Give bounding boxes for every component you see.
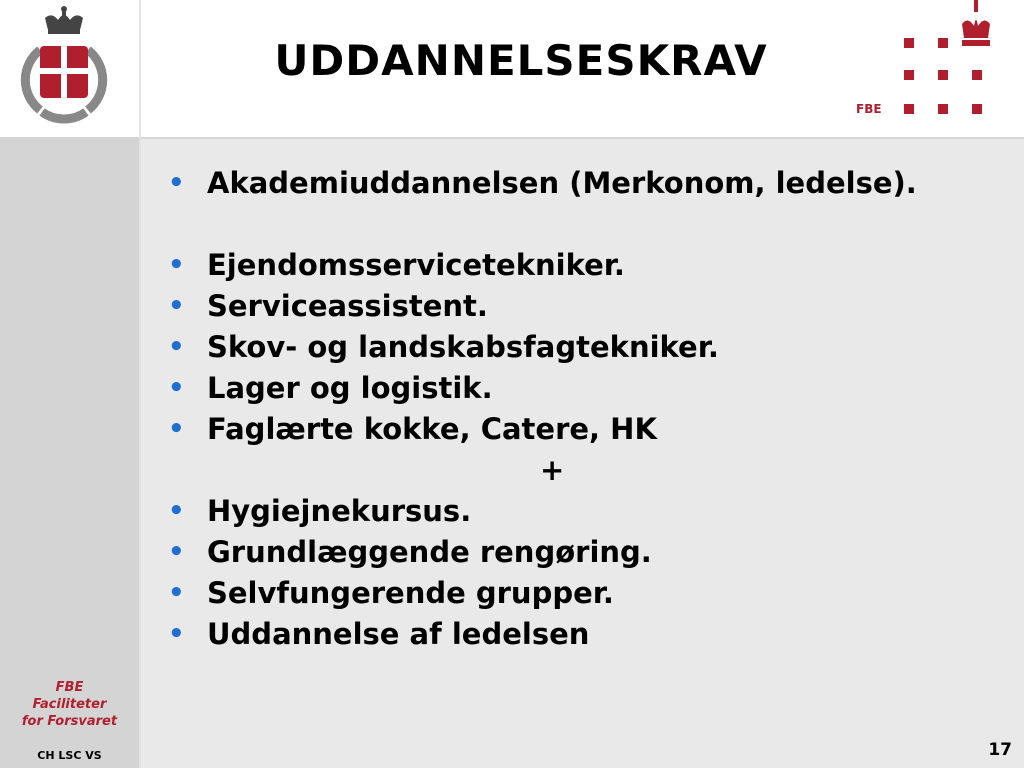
bullet-dot-icon: • [168,619,185,649]
list-item: • Selvfungerende grupper. [168,576,614,610]
list-item: • Uddannelse af ledelsen [168,617,590,651]
bullet-dot-icon: • [168,414,185,444]
slide-title: UDDANNELSESKRAV [274,36,768,85]
sidebar-divider [139,0,141,768]
crown-dots-emblem-icon [896,0,1024,128]
forsvaret-logo-icon [0,0,139,137]
list-item: • Hygiejnekursus. [168,494,472,528]
footer-code: CH LSC VS [37,749,102,762]
list-item: • Serviceassistent. [168,289,488,323]
list-item: • Lager og logistik. [168,371,493,405]
list-item: • Skov- og landskabsfagtekniker. [168,330,719,364]
plus-separator: + [540,453,565,487]
bullet-list [168,166,988,658]
header-tag: FBE [856,102,882,116]
bullet-dot-icon: • [168,537,185,567]
footer-brand-line: Faciliteter [32,697,107,712]
bullet-dot-icon: • [168,250,185,280]
header-divider [140,137,1024,139]
list-item: • Faglærte kokke, Catere, HK [168,412,657,446]
list-item: • Akademiuddannelsen (Merkonom, ledelse). [168,166,917,200]
bullet-dot-icon: • [168,168,185,198]
logo-area [0,0,139,137]
footer-brand-line: for Forsvaret [21,714,118,729]
bullet-dot-icon: • [168,373,185,403]
footer-brand [0,679,139,730]
page-number: 17 [988,740,1012,760]
footer-brand-line: FBE [55,680,84,695]
left-sidebar [0,137,139,768]
bullet-dot-icon: • [168,496,185,526]
bullet-dot-icon: • [168,332,185,362]
list-item: • Ejendomsservicetekniker. [168,248,625,282]
bullet-dot-icon: • [168,291,185,321]
bullet-dot-icon: • [168,578,185,608]
list-item: • Grundlæggende rengøring. [168,535,652,569]
